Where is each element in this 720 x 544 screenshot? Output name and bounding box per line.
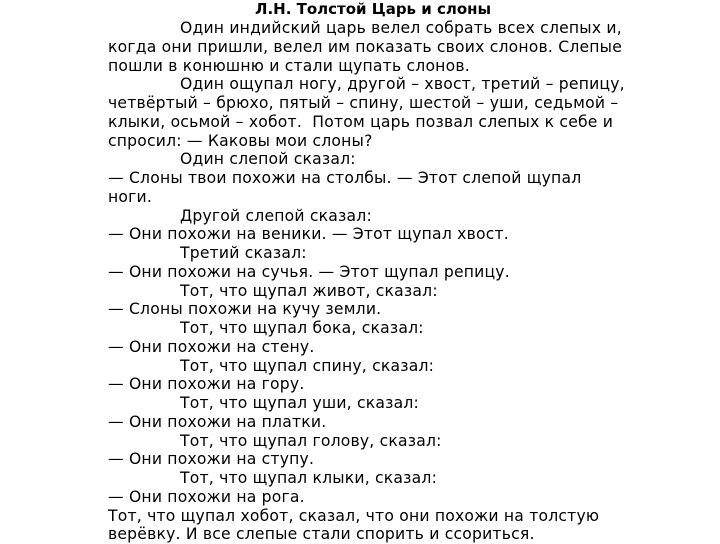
document-body — [108, 19, 628, 544]
paragraph: Тот, что щупал уши, сказал: — [108, 394, 628, 413]
document-title: Л.Н. Толстой Царь и слоны — [108, 0, 720, 19]
paragraph: Тот, что щупал спину, сказал: — [108, 357, 628, 376]
paragraph: Тот, что щупал живот, сказал: — [108, 282, 628, 301]
paragraph: — Они похожи на стену. — [108, 338, 628, 357]
paragraph: Тот, что щупал голову, сказал: — [108, 432, 628, 451]
paragraph: — Они похожи на веники. — Этот щупал хвост. — [108, 225, 628, 244]
paragraph: Тот, что щупал хобот, сказал, что они похожи на толстую верёвку. И все слепые стали спорить и ссориться. — [108, 507, 628, 544]
paragraph: — Слоны твои похожи на столбы. — Этот слепой щупал ноги. — [108, 169, 628, 207]
paragraph: — Они похожи на платки. — [108, 413, 628, 432]
paragraph: Один индийский царь велел собрать всех слепых и, когда они пришли, велел им показать своих слонов. Слепые пошли в конюшню и стали щупать слонов. — [108, 19, 628, 75]
paragraph: Один слепой сказал: — [108, 150, 628, 169]
paragraph: — Они похожи на сучья. — Этот щупал репицу. — [108, 263, 628, 282]
paragraph: Тот, что щупал бока, сказал: — [108, 319, 628, 338]
paragraph: Третий сказал: — [108, 244, 628, 263]
paragraph: — Слоны похожи на кучу земли. — [108, 300, 628, 319]
paragraph: — Они похожи на ступу. — [108, 450, 628, 469]
paragraph: — Они похожи на рога. — [108, 488, 628, 507]
paragraph: Один ощупал ногу, другой – хвост, третий – репицу, четвёртый – брюхо, пятый – спину, шестой – уши, седьмой – клыки, осьмой – хобот. Потом царь позвал слепых к себе и спросил: — Каковы мои слоны? — [108, 75, 628, 150]
paragraph: Другой слепой сказал: — [108, 207, 628, 226]
paragraph: — Они похожи на гору. — [108, 375, 628, 394]
paragraph: Тот, что щупал клыки, сказал: — [108, 469, 628, 488]
